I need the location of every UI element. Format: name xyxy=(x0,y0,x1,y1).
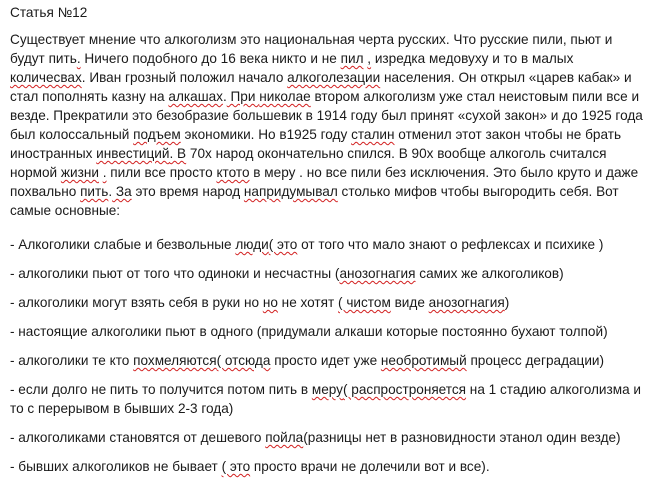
text-run: пили все просто xyxy=(106,165,217,180)
text-run: виде xyxy=(390,295,429,310)
misspelled-word: ( чистом xyxy=(338,295,391,310)
misspelled-word: , xyxy=(367,51,372,66)
misspelled-word: алкоголезации xyxy=(287,70,381,85)
text-run: самих же алкоголиков) xyxy=(415,266,564,281)
misspelled-word: анозогнагия xyxy=(428,295,505,310)
text-run: - алкоголики могут взять себя в руки но xyxy=(10,295,263,310)
list-item xyxy=(10,322,644,341)
list-item xyxy=(10,235,644,254)
misspelled-word: . В xyxy=(169,146,187,161)
text-run: в меру . но все пили без исключения. Это было круто и даже похвально xyxy=(10,165,639,199)
misspelled-word: но xyxy=(262,295,278,310)
misspelled-word: напридумывал xyxy=(243,184,338,199)
misspelled-word: жизни xyxy=(60,165,99,180)
misspelled-word: необротимый xyxy=(380,353,467,368)
misspelled-word: подъем xyxy=(133,127,181,142)
text-run: - настоящие алкоголики пьют в одного (придумали алкаши которые постоянно бухают толпой) xyxy=(10,324,608,339)
misspelled-word: За xyxy=(112,184,132,199)
misspelled-word: пить xyxy=(80,184,109,199)
text-run: отменил этот закон чтобы не брать иностранных xyxy=(10,127,622,161)
text-run: . xyxy=(108,184,113,199)
text-run: не хотят xyxy=(277,295,339,310)
text-run: втором алкоголизм уже стал неистовым пили все и везде. Прекратили это безобразие большевик в 1914 году был принят «сухой закон» и до 1925 года был колоссальный xyxy=(10,89,643,142)
list-item xyxy=(10,457,644,476)
list-item xyxy=(10,428,644,447)
text-run: изредка медовуху и то в малых xyxy=(371,51,574,66)
text-run: - алкоголиками становятся от дешевого xyxy=(10,430,266,445)
text-run: - алкоголики пьют от того что одиноки и несчастны ( xyxy=(10,266,340,281)
text-run: (разницы нет в разновидности этанол один везде) xyxy=(303,430,621,445)
document-page[interactable] xyxy=(10,0,644,476)
document-title: Статья №12 xyxy=(10,5,88,20)
misspelled-word: При xyxy=(226,89,260,104)
body-paragraph xyxy=(10,30,644,220)
list-item xyxy=(10,264,644,283)
text-run: Ничего подобного до 16 века никто и не xyxy=(80,51,341,66)
misspelled-word: анозогнагия xyxy=(339,266,416,281)
misspelled-word: пил xyxy=(340,51,364,66)
text-run: 70х народ окончательно спился. В 90х вообще алкоголь считался нормой xyxy=(10,146,607,180)
text-run: - бывших алкоголиков не бывает xyxy=(10,459,222,474)
text-run: процесс деградации) xyxy=(466,353,605,368)
misspelled-word: алкашах xyxy=(168,89,223,104)
misspelled-word: количесвах xyxy=(10,70,82,85)
misspelled-word: похмеляются xyxy=(133,353,217,368)
text-run: - если долго не пить то получится потом пить в xyxy=(10,382,312,397)
text-run: просто врачи не долечили вот и все). xyxy=(250,459,490,474)
text-run: - алкоголики те кто xyxy=(10,353,134,368)
misspelled-word: ктото xyxy=(216,165,250,180)
list-item xyxy=(10,351,644,370)
misspelled-word: ( распростроняется xyxy=(342,382,467,397)
list-item xyxy=(10,293,644,312)
text-run: Существует мнение что алкоголизм это национальная черта русских. Что русские пили, пьют и будут пить xyxy=(10,32,613,66)
misspelled-word: сталин xyxy=(351,127,395,142)
misspelled-word: меру xyxy=(311,382,343,397)
myths-list xyxy=(10,235,644,476)
misspelled-word: ( отсюда xyxy=(216,353,271,368)
misspelled-word: . xyxy=(76,51,81,66)
misspelled-word: . xyxy=(102,165,107,180)
text-run: . xyxy=(222,89,227,104)
text-run: населения. Он открыл «царев кабак» и стал пополнять казну на xyxy=(10,70,632,104)
text-run: это время народ xyxy=(131,184,244,199)
text-run: . Иван грозный положил начало xyxy=(81,70,288,85)
text-run: экономики. Но в1925 году xyxy=(180,127,352,142)
text-run: ) xyxy=(504,295,510,310)
misspelled-word: пойла xyxy=(265,430,304,445)
text-run: от того что мало знают о рефлексах и психике ) xyxy=(297,237,604,252)
misspelled-word: ( это xyxy=(268,237,298,252)
text-run: - Алкоголики слабые и безвольные xyxy=(10,237,236,252)
text-run: на 1 стадию алкоголизма и то с перерывом в бывших 2-3 года) xyxy=(10,382,642,416)
list-item xyxy=(10,380,644,418)
misspelled-word: николае xyxy=(259,89,311,104)
text-run: просто идет уже xyxy=(270,353,381,368)
misspelled-word: инвестиций xyxy=(96,146,170,161)
text-run: столько мифов чтобы выгородить себя. Вот самые основные: xyxy=(10,184,619,218)
misspelled-word: люди xyxy=(235,237,269,252)
misspelled-word: ( это xyxy=(221,459,251,474)
